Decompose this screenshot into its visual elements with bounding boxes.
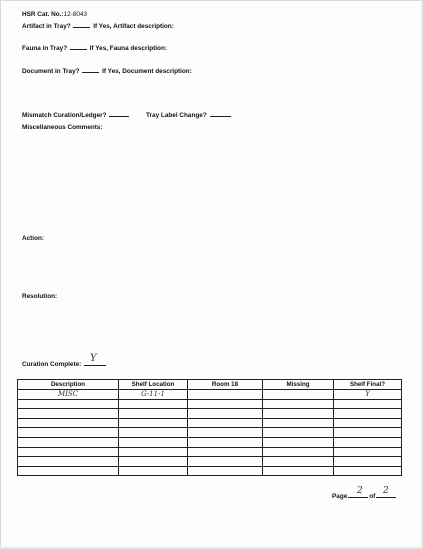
table-cell: [119, 399, 188, 409]
table-cell: [188, 409, 263, 419]
misc-comments-label: Miscellaneous Comments:: [22, 124, 103, 131]
table-cell: [263, 418, 334, 428]
table-cell: [119, 418, 188, 428]
table-cell: [188, 457, 263, 467]
action-label: Action:: [22, 235, 45, 242]
table-cell: [263, 390, 334, 400]
table-cell: [334, 457, 402, 467]
table-header-row: [18, 380, 402, 390]
table-row: [18, 466, 402, 476]
fauna-desc-label: If Yes, Fauna description:: [89, 45, 167, 52]
table-cell: [334, 437, 402, 447]
table-cell: [188, 437, 263, 447]
table-cell: [119, 409, 188, 419]
table-cell: [188, 428, 263, 438]
table-cell: [334, 399, 402, 409]
table-row: [18, 447, 402, 457]
col-room-18: Room 18: [188, 380, 263, 390]
table-cell: [263, 466, 334, 476]
of-label: of: [369, 493, 376, 500]
curation-table: [17, 379, 402, 476]
table-cell: Y: [334, 390, 402, 400]
table-cell: [119, 428, 188, 438]
table-row: [18, 437, 402, 447]
table-cell: [18, 399, 119, 409]
table-cell: [263, 447, 334, 457]
page-label: Page: [332, 493, 348, 500]
table-cell: [188, 466, 263, 476]
table-cell: [334, 447, 402, 457]
page-number-value: 2: [357, 486, 363, 496]
catalog-number-label: HSR Cat. No.:: [22, 11, 64, 18]
fauna-question: [22, 43, 167, 53]
table-cell: G-11-1: [119, 390, 188, 400]
col-missing: Missing: [263, 380, 334, 390]
resolution-label: Resolution:: [22, 293, 58, 300]
artifact-in-tray-label: Artifact in Tray?: [22, 23, 71, 30]
table-cell: [188, 418, 263, 428]
table-cell: [188, 447, 263, 457]
table-row: [18, 418, 402, 428]
document-desc-label: If Yes, Document description:: [102, 68, 192, 75]
document-in-tray-blank: [82, 66, 99, 73]
table-cell: [18, 437, 119, 447]
table-cell: [18, 457, 119, 467]
table-row: [18, 409, 402, 419]
table-cell: [334, 418, 402, 428]
col-shelf-location: Shelf Location: [119, 380, 188, 390]
fauna-in-tray-blank: [70, 43, 87, 50]
tray-label-change-question: [146, 110, 232, 120]
document-question: [22, 66, 192, 76]
artifact-in-tray-blank: [73, 21, 90, 28]
table-cell: [119, 447, 188, 457]
mismatch-blank: [109, 110, 129, 117]
page-total-value: 2: [383, 486, 389, 496]
col-description: Description: [18, 380, 119, 390]
table-cell: [334, 428, 402, 438]
artifact-desc-label: If Yes, Artifact description:: [93, 23, 174, 30]
tray-label-change-label: Tray Label Change?: [146, 112, 207, 119]
table-cell: [119, 466, 188, 476]
table-cell: [18, 428, 119, 438]
table-row: [18, 390, 402, 400]
table-cell: [334, 409, 402, 419]
document-in-tray-label: Document in Tray?: [22, 68, 80, 75]
table-row: [18, 428, 402, 438]
table-cell: [263, 399, 334, 409]
catalog-number-value: 12-8043: [63, 11, 88, 18]
tray-label-change-blank: [210, 110, 231, 117]
table-row: [18, 399, 402, 409]
artifact-question: [22, 21, 174, 31]
mismatch-label: Mismatch Curation/Ledger?: [22, 112, 107, 119]
table-cell: [18, 409, 119, 419]
table-cell: [119, 457, 188, 467]
table-cell: [119, 437, 188, 447]
catalog-number: [22, 11, 87, 19]
table-cell: [18, 418, 119, 428]
table-row: [18, 457, 402, 467]
table-cell: [18, 447, 119, 457]
table-cell: [263, 409, 334, 419]
table-cell: [334, 466, 402, 476]
table-cell: MISC: [18, 390, 119, 400]
col-shelf-final: Shelf Final?: [334, 380, 402, 390]
table-cell: [188, 390, 263, 400]
mismatch-question: [22, 110, 130, 120]
table-cell: [263, 457, 334, 467]
table-cell: [188, 399, 263, 409]
curation-complete-label: Curation Complete:: [22, 361, 82, 368]
curation-complete-value: Y: [90, 353, 97, 364]
fauna-in-tray-label: Fauna in Tray?: [22, 45, 68, 52]
table-cell: [18, 466, 119, 476]
table-cell: [263, 428, 334, 438]
table-cell: [263, 437, 334, 447]
